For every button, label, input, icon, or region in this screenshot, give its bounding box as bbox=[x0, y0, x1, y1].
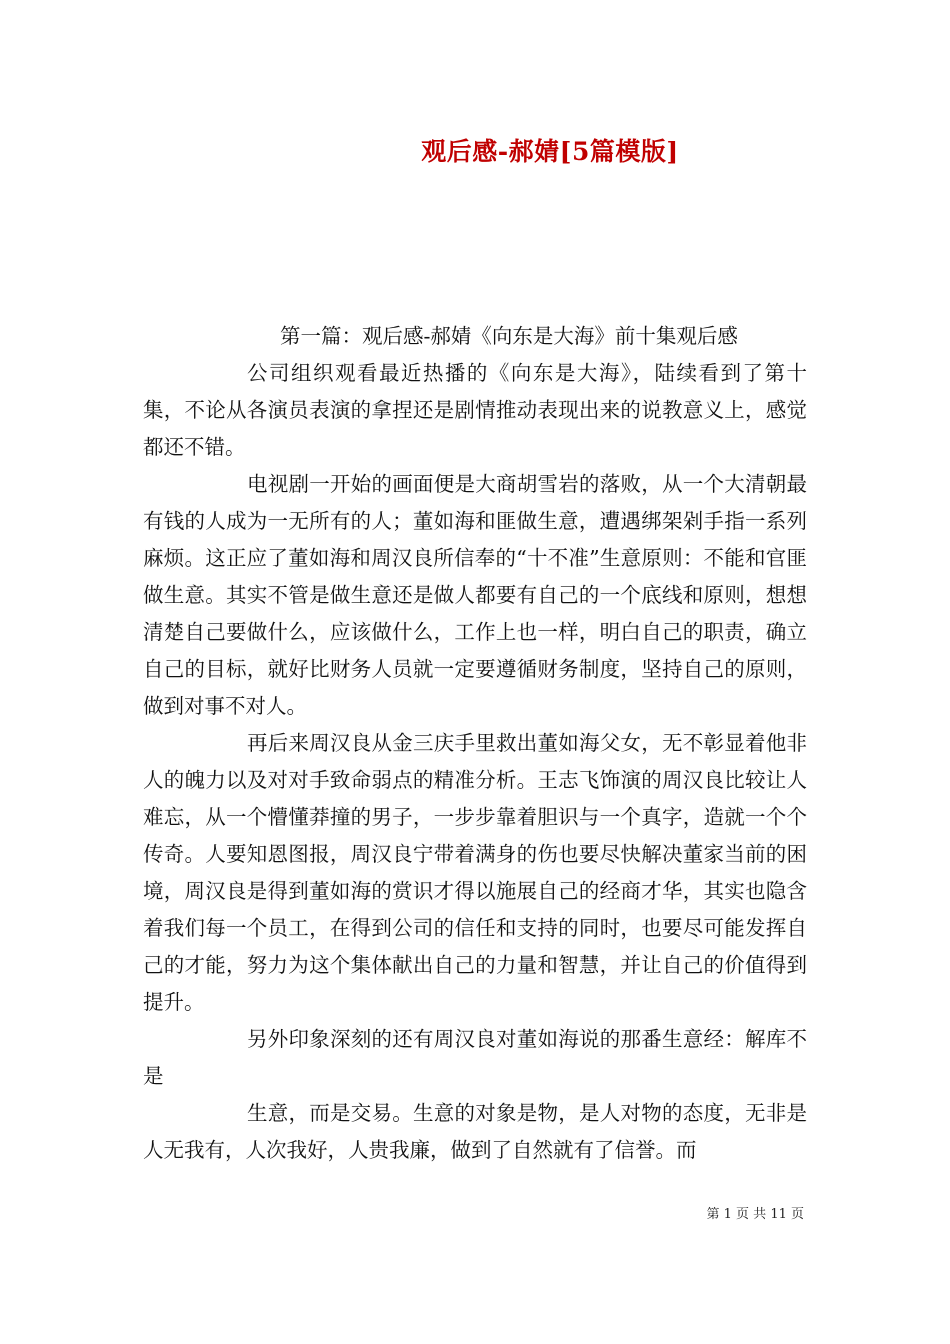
paragraph-2: 电视剧一开始的画面便是大商胡雪岩的落败，从一个大清朝最有钱的人成为一无所有的人；董如海和匪做生意，遭遇绑架剁手指一系列麻烦。这正应了董如海和周汉良所信奉的“十不准”生意原则：不能和官匪做生意。其实不管是做生意还是做人都要有自己的一个底线和原则，想想清楚自己要做什么，应该做什么，工作上也一样，明白自己的职责，确立自己的目标，就好比财务人员就一定要遵循财务制度，坚持自己的原则，做到对事不对人。 bbox=[143, 472, 807, 718]
document-title: 观后感-郝婧[5篇模版] bbox=[421, 137, 679, 166]
section-heading: 第一篇：观后感-郝婧《向东是大海》前十集观后感 bbox=[280, 324, 738, 348]
document-body bbox=[143, 318, 807, 1169]
paragraph-4: 另外印象深刻的还有周汉良对董如海说的那番生意经：解库不是 bbox=[143, 1027, 807, 1088]
paragraph-5: 生意，而是交易。生意的对象是物，是人对物的态度，无非是人无我有，人次我好，人贵我廉，做到了自然就有了信誉。而 bbox=[143, 1101, 807, 1162]
page-number-footer: 第 1 页 共 11 页 bbox=[706, 1207, 804, 1222]
paragraph-3: 再后来周汉良从金三庆手里救出董如海父女，无不彰显着他非人的魄力以及对对手致命弱点的精准分析。王志飞饰演的周汉良比较让人难忘，从一个懵懂莽撞的男子，一步步靠着胆识与一个真字，造就一个个传奇。人要知恩图报，周汉良宁带着满身的伤也要尽快解决董家当前的困境，周汉良是得到董如海的赏识才得以施展自己的经商才华，其实也隐含着我们每一个员工，在得到公司的信任和支持的同时，也要尽可能发挥自己的才能，努力为这个集体献出自己的力量和智慧，并让自己的价值得到提升。 bbox=[143, 731, 807, 1014]
paragraph-1: 公司组织观看最近热播的《向东是大海》，陆续看到了第十集，不论从各演员表演的拿捏还是剧情推动表现出来的说教意义上，感觉都还不错。 bbox=[143, 361, 807, 459]
